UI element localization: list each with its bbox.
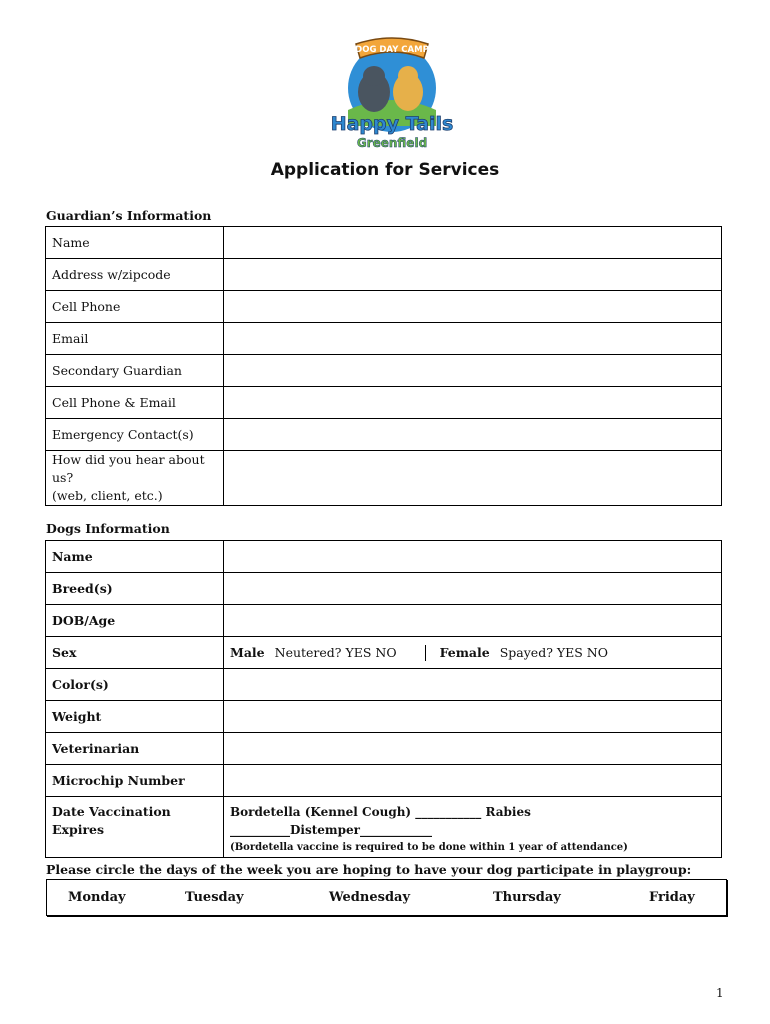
vaccine-requirement-note: (Bordetella vaccine is required to be done within 1 year of attendance) xyxy=(230,842,628,853)
dog-name-label: Name xyxy=(46,541,224,573)
table-row xyxy=(46,765,722,797)
table-row xyxy=(46,637,722,669)
playgroup-days-box xyxy=(46,879,727,916)
table-row xyxy=(46,451,722,506)
table-row xyxy=(46,387,722,419)
table-row xyxy=(46,733,722,765)
table-row xyxy=(46,323,722,355)
dog-weight-field[interactable] xyxy=(224,701,722,733)
table-row xyxy=(46,573,722,605)
dog-color-label: Color(s) xyxy=(46,669,224,701)
day-monday[interactable]: Monday xyxy=(68,890,126,905)
day-thursday[interactable]: Thursday xyxy=(493,890,561,905)
page-title: Application for Services xyxy=(270,160,500,180)
guardian-email-field[interactable] xyxy=(224,323,722,355)
dog-name-field[interactable] xyxy=(224,541,722,573)
table-row xyxy=(46,227,722,259)
logo-name-text: Happy Tails xyxy=(330,113,454,135)
logo-location-text: Greenfield xyxy=(356,136,428,150)
dog-weight-label: Weight xyxy=(46,701,224,733)
secondary-contact-label: Cell Phone & Email xyxy=(46,387,224,419)
page-number: 1 xyxy=(716,986,724,1000)
guardian-section-heading: Guardian’s Information xyxy=(46,208,212,223)
secondary-guardian-field[interactable] xyxy=(224,355,722,387)
guardian-address-label: Address w/zipcode xyxy=(46,259,224,291)
dog-sex-label: Sex xyxy=(46,637,224,669)
referral-question: How did you hear about us? xyxy=(52,452,205,485)
dog-dob-label: DOB/Age xyxy=(46,605,224,637)
table-row xyxy=(46,541,722,573)
referral-source-label xyxy=(46,451,224,506)
guardian-address-field[interactable] xyxy=(224,259,722,291)
guardian-name-field[interactable] xyxy=(224,227,722,259)
happy-tails-logo xyxy=(326,30,458,156)
dog-breed-label: Breed(s) xyxy=(46,573,224,605)
sex-female-option[interactable]: Female xyxy=(439,644,490,660)
guardian-table xyxy=(45,226,722,506)
day-friday[interactable]: Friday xyxy=(649,890,695,905)
table-row xyxy=(46,355,722,387)
referral-examples: (web, client, etc.) xyxy=(52,488,163,503)
sex-male-option[interactable]: Male xyxy=(230,644,265,660)
logo-banner-text: DOG DAY CAMP xyxy=(355,45,429,55)
emergency-contact-label: Emergency Contact(s) xyxy=(46,419,224,451)
guardian-email-label: Email xyxy=(46,323,224,355)
table-row xyxy=(46,419,722,451)
sex-divider xyxy=(425,645,426,661)
table-row xyxy=(46,797,722,858)
referral-source-field[interactable] xyxy=(224,451,722,506)
dog-vet-label: Veterinarian xyxy=(46,733,224,765)
dogs-section-heading: Dogs Information xyxy=(46,521,170,536)
table-row xyxy=(46,669,722,701)
emergency-contact-field[interactable] xyxy=(224,419,722,451)
dogs-table xyxy=(45,540,722,858)
table-row xyxy=(46,291,722,323)
secondary-contact-field[interactable] xyxy=(224,387,722,419)
dog-vaccination-label: Date Vaccination Expires xyxy=(46,797,224,858)
dog-sex-field[interactable] xyxy=(224,637,722,669)
day-wednesday[interactable]: Wednesday xyxy=(329,890,411,905)
table-row xyxy=(46,259,722,291)
neutered-question[interactable]: Neutered? YES NO xyxy=(274,644,397,660)
dog-microchip-label: Microchip Number xyxy=(46,765,224,797)
secondary-guardian-label: Secondary Guardian xyxy=(46,355,224,387)
dog-breed-field[interactable] xyxy=(224,573,722,605)
dog-microchip-field[interactable] xyxy=(224,765,722,797)
vaccine-dates-line[interactable]: Bordetella (Kennel Cough) ___________ Rabies __________Distemper____________ xyxy=(230,805,531,837)
table-row xyxy=(46,605,722,637)
day-tuesday[interactable]: Tuesday xyxy=(185,890,244,905)
playgroup-question: Please circle the days of the week you are hoping to have your dog participate in playgroup: xyxy=(46,862,692,877)
guardian-cell-label: Cell Phone xyxy=(46,291,224,323)
dog-color-field[interactable] xyxy=(224,669,722,701)
guardian-cell-field[interactable] xyxy=(224,291,722,323)
dog-vet-field[interactable] xyxy=(224,733,722,765)
spayed-question[interactable]: Spayed? YES NO xyxy=(499,644,608,660)
dog-vaccination-field[interactable] xyxy=(224,797,722,858)
table-row xyxy=(46,701,722,733)
dog-dob-field[interactable] xyxy=(224,605,722,637)
guardian-name-label: Name xyxy=(46,227,224,259)
